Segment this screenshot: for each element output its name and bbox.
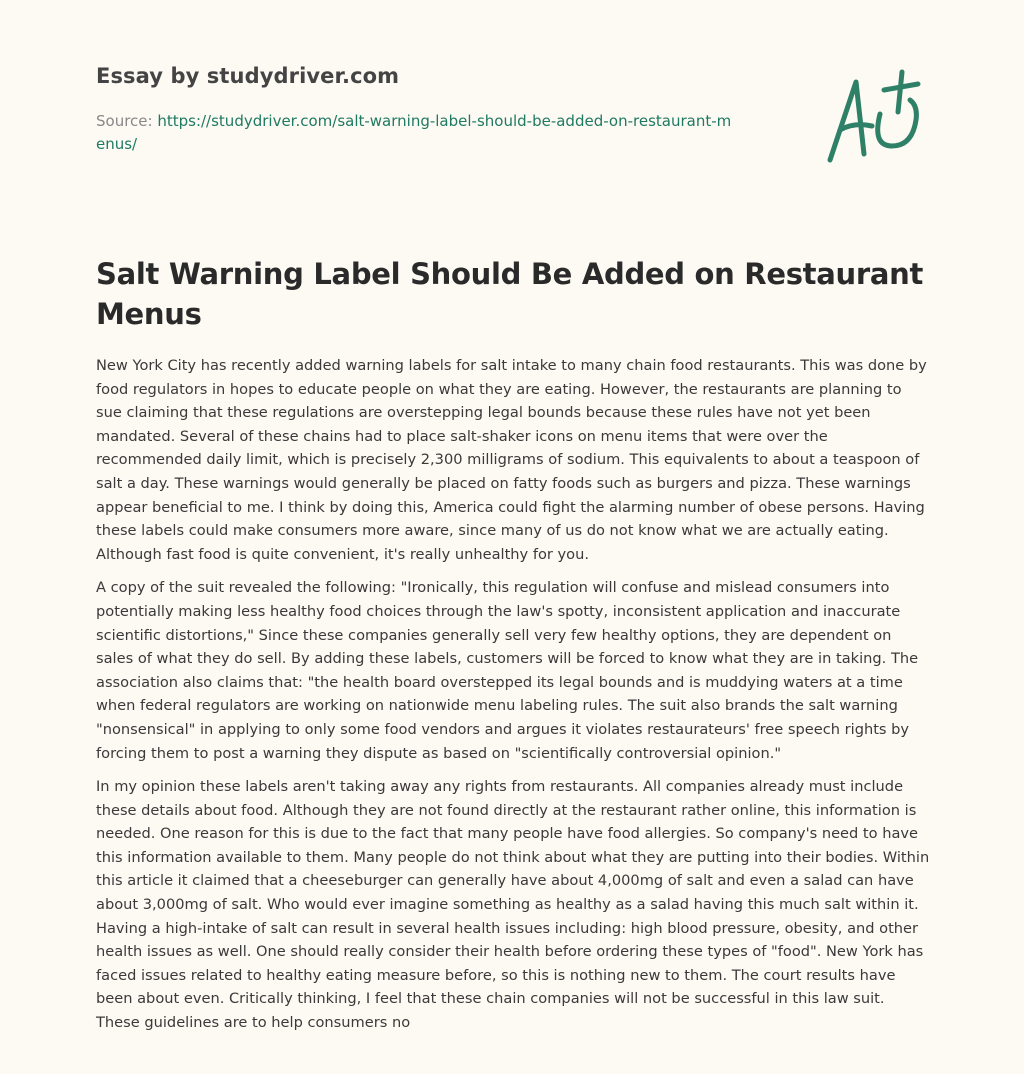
site-brand: Essay by studydriver.com [96,64,400,88]
essay-title: Salt Warning Label Should Be Added on Restaurant Menus [96,257,924,331]
essay-paragraph: New York City has recently added warning labels for salt intake to many chain food restaurants. This was done by food regulators in hopes to educate people on what they are eating. However, the restaurants are planning to sue claiming that these regulations are overstepping legal bounds because these rules have not yet been mandated. Several of these chains had to place salt-shaker icons on menu items that were over the recommended daily limit, which is precisely 2,300 milligrams of sodium. This equivalents to about a teaspoon of salt a day. These warnings would generally be placed on fatty foods such as burgers and pizza. These warnings appear beneficial to me. I think by doing this, America could fight the alarming number of obese persons. Having these labels could make consumers more aware, since many of us do not know what we are actually eating. Although fast food is quite convenient, it's really unhealthy for you. [96,357,927,563]
essay-paragraph: A copy of the suit revealed the following: "Ironically, this regulation will confuse and mislead consumers into potentially making less healthy food choices through the law's spotty, inconsistent application and inaccurate scientific distortions," Since these companies generally sell very few healthy options, they are dependent on sales of what they do sell. By adding these labels, customers will be forced to know what they are in taking. The association also claims that: "the health board overstepped its legal bounds and is muddying waters at a time when federal regulators are working on nationwide menu labeling rules. The suit also brands the salt warning "nonsensical" in applying to only some food vendors and argues it violates restaurateurs' free speech rights by forcing them to post a warning they dispute as based on "scientifically controversial opinion." [96,579,919,762]
source-link[interactable]: https://studydriver.com/salt-warning-label-should-be-added-on-restaurant-menus/ [96,112,732,153]
source-label: Source: [96,112,158,130]
a-plus-grade-icon [820,68,930,168]
source-line [96,110,736,156]
essay-paragraph: In my opinion these labels aren't taking away any rights from restaurants. All companies already must include these details about food. Although they are not found directly at the restaurant rather online, this information is needed. One reason for this is due to the fact that many people have food allergies. So company's need to have this information available to them. Many people do not think about what they are putting into their bodies. Within this article it claimed that a cheeseburger can generally have about 4,000mg of salt and even a salad can have about 3,000mg of salt. Who would ever imagine something as healthy as a salad having this much salt within it. Having a high-intake of salt can result in several health issues including: high blood pressure, obesity, and other health issues as well. One should really consider their health before ordering these types of "food". New York has faced issues related to healthy eating measure before, so this is nothing new to them. The court results have been about even. Critically thinking, I feel that these chain companies will not be successful in this law suit. These guidelines are to help consumers no [96,778,930,1032]
essay-body [96,354,930,1045]
